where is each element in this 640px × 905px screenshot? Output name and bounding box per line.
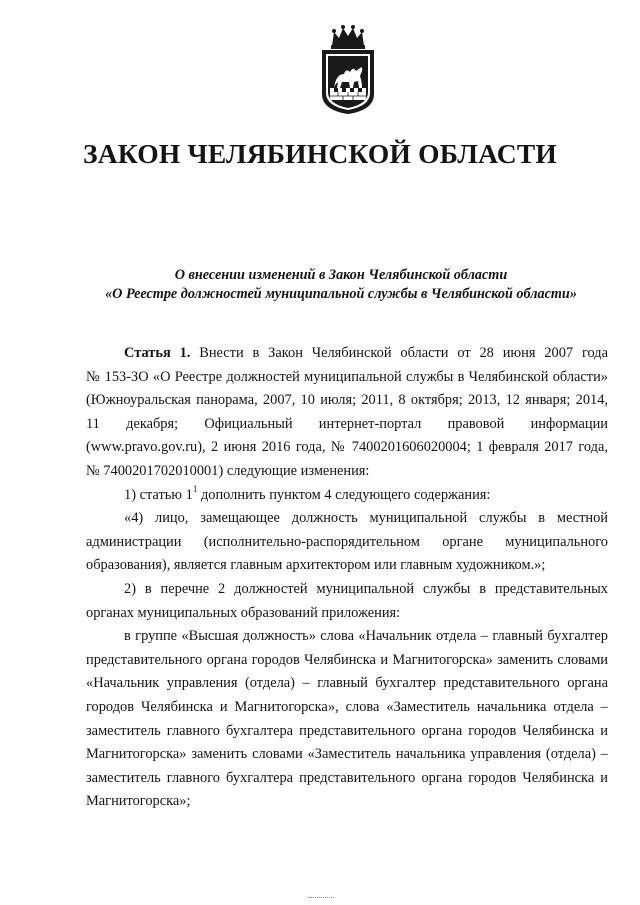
item-2-change-line: «Начальник управления (отдела) – главный бухгалтер представительного органа	[86, 675, 608, 692]
page-footer-mark	[308, 897, 334, 902]
item-1-sup: 1	[192, 483, 198, 494]
article-intro-first: Внести в Закон Челябинской области от 28 июня 2007 года	[199, 345, 608, 361]
chelyabinsk-coat-of-arms-icon	[318, 24, 378, 116]
article-intro-line: № 153-ЗО «О Реестре должностей муниципальной службы в Челябинской области»	[86, 368, 608, 385]
item-1	[86, 484, 608, 508]
item-1-quote-line: «4) лицо, замещающее должность муниципальной службы в местной	[124, 510, 608, 527]
law-title: ЗАКОН ЧЕЛЯБИНСКОЙ ОБЛАСТИ	[83, 138, 557, 169]
article-intro-line: № 7400201702010001) следующие изменения:	[86, 462, 370, 479]
subtitle-line-2: «О Реестре должностей муниципальной службы в Челябинской области»	[105, 286, 577, 302]
article-intro-line: (www.pravo.gov.ru), 2 июня 2016 года, № 7400201606020004; 1 февраля 2017 года,	[86, 439, 608, 456]
item-2-change-line: заместитель главного бухгалтера представительного органа городов Челябинска и	[86, 722, 608, 739]
item-2-change-line: в группе «Высшая должность» слова «Начальник отдела – главный бухгалтер	[124, 628, 608, 645]
item-1-after: дополнить пунктом 4 следующего содержания:	[197, 486, 491, 503]
item-2-change-line: Магнитогорска» заменить словами «Заместитель начальника управления (отдела) –	[86, 746, 608, 763]
item-2-change-line: представительного органа городов Челябинска и Магнитогорска» заменить словами	[86, 651, 608, 668]
item-2-line: органах муниципальных образований приложения:	[86, 604, 401, 621]
article-label: Статья 1.	[124, 345, 191, 361]
item-2-line: 2) в перечне 2 должностей муниципальной службы в представительных	[124, 580, 608, 597]
law-subtitle	[60, 266, 622, 304]
item-2-change-line: Магнитогорска»;	[86, 793, 191, 810]
item-1-before: 1) статью 1	[124, 486, 193, 503]
subtitle-line-1: О внесении изменений в Закон Челябинской области	[174, 267, 508, 283]
article-intro-first-line	[86, 342, 608, 366]
item-2-change-line: городов Челябинска и Магнитогорска», слова «Заместитель начальника отдела –	[86, 698, 608, 715]
article-body	[86, 342, 608, 814]
item-2-change-line: заместитель главного бухгалтера представительного органа городов Челябинска и	[86, 769, 608, 786]
article-intro-line: (Южноуральская панорама, 2007, 10 июля; 2011, 8 октября; 2013, 12 января; 2014,	[86, 392, 608, 409]
article-intro-line: 11 декабря; Официальный интернет-портал правовой информации	[86, 415, 608, 432]
item-1-quote-line: администрации (исполнительно-распорядительном органе муниципального	[86, 533, 608, 550]
item-1-quote-line: образования), является главным архитектором или главным художником.»;	[86, 557, 546, 574]
